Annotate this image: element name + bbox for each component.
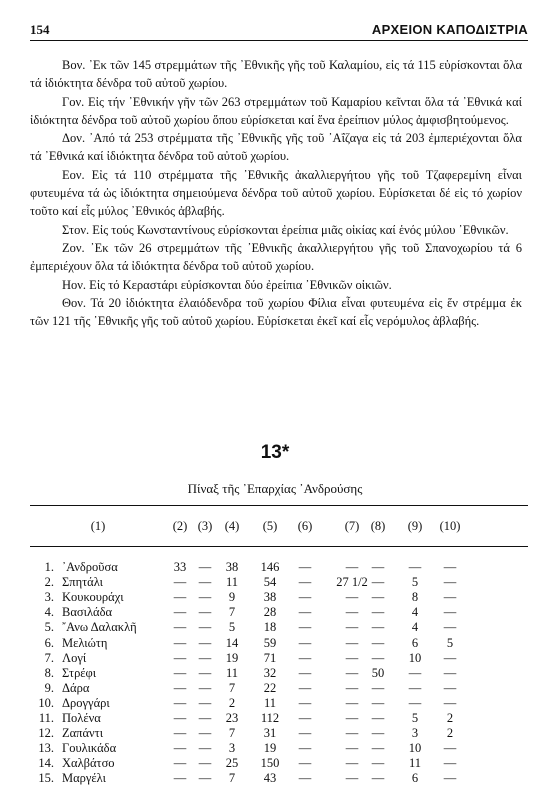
table-cell: — (408, 665, 422, 680)
table-cell: — (443, 695, 457, 710)
table-cell: — (198, 680, 212, 695)
table-cell: — (198, 695, 212, 710)
table-cell: 19 (263, 741, 277, 756)
table-cell: — (173, 635, 187, 650)
table-cell: — (345, 605, 359, 620)
table-cell: — (443, 741, 457, 756)
table-cell: 7 (228, 605, 236, 620)
table-cell: 32 (263, 665, 277, 680)
paragraph: Γον. Εἰς τήν ᾿Εθνικήν γῆν τῶν 263 στρεμμάτων τοῦ Καμαρίου κεῖνται ὅλα τά ᾿Εθνικά καί ἰδιόκτητα δένδρα τοῦ αὐτοῦ χωρίου ὅπου εὑρίσκεται καί ἕνα ἐρείπιον μύλος ἀμφισβητούμενος. (30, 94, 522, 127)
body-text (30, 56, 522, 330)
table-cell: — (345, 756, 359, 771)
table-cell: — (443, 620, 457, 635)
table-cell: 2 (446, 726, 454, 741)
village-name: Μαργέλι (62, 771, 106, 786)
table-cell: — (198, 575, 212, 590)
table-header-rule (30, 546, 528, 547)
table-cell: — (198, 771, 212, 786)
table-cell: — (345, 680, 359, 695)
table-cell: — (371, 711, 385, 725)
table-cell: 10 (408, 741, 422, 756)
section-title: Πίναξ τῆς ᾿Επαρχίας ᾿Ανδρούσης (187, 481, 363, 496)
table-cell: 33 (173, 560, 187, 574)
table-cell: — (371, 620, 385, 635)
table-cell: — (198, 726, 212, 741)
village-name: Κουκουράχι (62, 590, 124, 605)
row-number: 13. (38, 741, 54, 756)
paragraph: Βον. ᾿Εκ τῶν 145 στρεμμάτων τῆς ᾿Εθνικῆς γῆς τοῦ Καλαμίου, εἰς τά 115 εὑρίσκονται ὅλα τά ἰδιόκτητα δένδρα τοῦ αὐτοῦ χωρίου. (30, 58, 522, 91)
table-cell: — (408, 680, 422, 695)
table-cell: — (371, 680, 385, 695)
table-cell: 71 (263, 650, 277, 665)
table-cell: — (443, 650, 457, 665)
column-header: (10) (439, 519, 461, 533)
table-cell: 9 (228, 590, 236, 605)
table-cell: 28 (263, 605, 277, 620)
table-cell: — (298, 756, 312, 771)
paragraph: Εον. Εἰς τά 110 στρέμματα τῆς ᾿Εθνικῆς ἀκαλλιεργήτου γῆς τοῦ Τζαφερεμίνη εἶναι φυτευμένα τά ὡς ἰδιόκτητα σημειούμενα δένδρα τοῦ αὐτοῦ χωρίου. Εὑρίσκεται δέ εἰς τό χωρίον τοῦτο καί εἷς μύλος ᾿Εθνικός ἀβλαβής. (30, 167, 522, 219)
table-cell: 2 (228, 695, 236, 710)
village-name: Χαλβάτσο (62, 756, 115, 771)
table-cell: — (298, 695, 312, 710)
table-cell: 150 (260, 756, 280, 771)
table-cell: — (298, 635, 312, 650)
table-cell: — (298, 560, 312, 574)
table-cell: — (198, 560, 212, 574)
table-cell: — (345, 771, 359, 786)
table-cell: 146 (260, 560, 280, 574)
row-number: 9. (44, 680, 54, 695)
table-cell: — (371, 771, 385, 786)
row-number: 1. (44, 560, 54, 574)
table-cell: 31 (263, 726, 277, 741)
table-cell: — (345, 560, 359, 574)
table-cell: — (371, 741, 385, 756)
table-cell: — (198, 711, 212, 725)
table-cell: — (198, 650, 212, 665)
paragraph: Ηον. Εἰς τό Κεραστάρι εὑρίσκονται δύο ἐρείπια ᾿Εθνικῶν οἰκιῶν. (62, 277, 392, 292)
village-name: Σπητάλι (62, 575, 103, 590)
table-cell: 25 (225, 756, 239, 771)
table-cell: — (173, 665, 187, 680)
village-name: ῎Ανω Δαλακλῆ (62, 620, 137, 635)
table-cell: — (173, 575, 187, 590)
table-cell: 5 (228, 620, 236, 635)
table-cell: — (173, 756, 187, 771)
table-cell: — (198, 741, 212, 756)
table-cell: 3 (411, 726, 419, 741)
village-name: Δρογγάρι (62, 695, 110, 710)
column-header: (1) (90, 519, 106, 533)
table-cell: — (371, 635, 385, 650)
table-cell: — (173, 771, 187, 786)
table-cell: — (173, 620, 187, 635)
table-cell: — (298, 741, 312, 756)
table-cell: — (371, 650, 385, 665)
table-cell: — (408, 560, 422, 574)
table-cell: 50 (371, 665, 385, 680)
table-cell: — (298, 711, 312, 725)
village-name: Μελιώτη (62, 635, 108, 650)
table-cell: 38 (263, 590, 277, 605)
table-cell: — (298, 620, 312, 635)
table-cell: 54 (263, 575, 277, 590)
table-cell: — (173, 741, 187, 756)
village-name: ᾿Ανδροῦσα (62, 560, 118, 574)
table-cell: 10 (408, 650, 422, 665)
row-number: 2. (44, 575, 54, 590)
row-number: 12. (38, 726, 54, 741)
table-cell: — (173, 590, 187, 605)
table-cell: 14 (225, 635, 239, 650)
page-number: 154 (30, 22, 50, 37)
village-name: Ζαπάντι (62, 726, 104, 741)
row-number: 7. (44, 650, 54, 665)
table-cell: — (198, 590, 212, 605)
table-cell: 7 (228, 680, 236, 695)
table-cell: — (298, 726, 312, 741)
row-number: 8. (44, 665, 54, 680)
row-number: 3. (44, 590, 54, 605)
table-cell: 3 (228, 741, 236, 756)
table-cell: — (371, 590, 385, 605)
column-header: (8) (370, 519, 386, 533)
running-head: ΑΡΧΕΙΟΝ ΚΑΠΟΔΙΣΤΡΙΑ (371, 22, 528, 37)
table-cell: — (443, 575, 457, 590)
table-cell: — (443, 560, 457, 574)
table-cell: — (443, 771, 457, 786)
table-cell: — (443, 680, 457, 695)
village-name: Λογί (62, 650, 87, 665)
table-cell: — (371, 695, 385, 710)
table-cell: 7 (228, 771, 236, 786)
table-cell: — (345, 650, 359, 665)
column-header: (3) (197, 519, 213, 533)
table-cell: — (443, 756, 457, 771)
village-name: Στρέφι (62, 665, 97, 680)
table-cell: 5 (411, 575, 419, 590)
table-cell: — (443, 605, 457, 620)
table-cell: — (298, 605, 312, 620)
table-cell: — (173, 695, 187, 710)
table-cell: — (173, 680, 187, 695)
row-number: 6. (44, 635, 54, 650)
table-cell: 2 (446, 711, 454, 725)
table-cell: 22 (263, 680, 277, 695)
paragraph: Δον. ᾿Από τά 253 στρέμματα τῆς ᾿Εθνικῆς γῆς τοῦ ᾿Αΐζαγα εἰς τά 203 ἐμπεριέχονται ὅλα τά ᾿Εθνικά καί ἰδιόκτητα δένδρα τοῦ αὐτοῦ χωρίου. (30, 131, 522, 164)
table-cell: 11 (225, 665, 239, 680)
row-number: 5. (44, 620, 54, 635)
section-number: 13* (260, 442, 290, 463)
table-cell: — (198, 665, 212, 680)
table-cell: — (298, 575, 312, 590)
table-cell: — (198, 605, 212, 620)
table-cell: — (371, 605, 385, 620)
table-cell: 59 (263, 635, 277, 650)
column-header: (9) (407, 519, 423, 533)
table-cell: 6 (411, 635, 419, 650)
table-cell: 11 (408, 756, 422, 771)
table-cell: — (198, 620, 212, 635)
table-cell: — (408, 695, 422, 710)
table-cell: 4 (411, 620, 419, 635)
column-header: (4) (224, 519, 240, 533)
table-cell: — (298, 665, 312, 680)
table-cell: 27 1/2 (336, 575, 368, 590)
table-top-rule (30, 505, 528, 506)
table-cell: — (345, 711, 359, 725)
table-cell: — (371, 560, 385, 574)
table-cell: — (371, 575, 385, 590)
village-name: Δάρα (62, 680, 90, 695)
table-cell: — (345, 695, 359, 710)
paragraph: Ζον. ᾿Εκ τῶν 26 στρεμμάτων τῆς ᾿Εθνικῆς ἀκαλλιεργήτου γῆς τοῦ Σπανοχωρίου τά 6 ἐμπεριέχουν ὅλα τά ἰδιόκτητα δένδρα τοῦ αὐτοῦ χωρίου. (30, 240, 522, 274)
row-number: 15. (38, 771, 54, 786)
table-cell: — (345, 635, 359, 650)
table-cell: — (298, 590, 312, 605)
table-cell: 112 (260, 711, 280, 725)
table-cell: — (345, 741, 359, 756)
table-cell: — (345, 665, 359, 680)
table-cell: 6 (411, 771, 419, 786)
village-name: Βασιλάδα (62, 605, 113, 620)
table-cell: — (173, 711, 187, 725)
table-cell: — (298, 680, 312, 695)
table-cell: — (298, 650, 312, 665)
column-header: (5) (262, 519, 278, 533)
village-name: Γουλικάδα (62, 741, 117, 756)
table-cell: 23 (225, 711, 239, 725)
table-cell: — (345, 620, 359, 635)
table-cell: — (443, 665, 457, 680)
table-cell: 43 (263, 771, 277, 786)
table-cell: 5 (411, 711, 419, 725)
table-cell: — (443, 590, 457, 605)
row-number: 4. (44, 605, 54, 620)
row-number: 10. (38, 695, 54, 710)
table-cell: 4 (411, 605, 419, 620)
paragraph: Θον. Τά 20 ἰδιόκτητα ἐλαιόδενδρα τοῦ χωρίου Φίλια εἶναι φυτευμένα εἰς ἕν στρέμμα ἐκ τῶν 121 τῆς ᾿Εθνικῆς γῆς τοῦ αὐτοῦ χωρίου. Εὑρίσκεται ἐκεῖ καί εἷς νερόμυλος ἀβλαβής. (30, 295, 522, 329)
table-cell: — (371, 756, 385, 771)
row-number: 14. (38, 756, 54, 771)
table-cell: — (198, 635, 212, 650)
table-cell: 38 (225, 560, 239, 574)
table-cell: 8 (411, 590, 419, 605)
column-header: (2) (172, 519, 188, 533)
table-cell: — (345, 590, 359, 605)
table-cell: 11 (225, 575, 239, 590)
table-cell: 19 (225, 650, 239, 665)
table-cell: — (298, 771, 312, 786)
paragraph: Στον. Εἰς τούς Κωνσταντίνους εὑρίσκονται ἐρείπια μιᾶς οἰκίας καί ἑνός μύλου ᾿Εθνικῶν. (62, 222, 509, 237)
table-cell: — (371, 726, 385, 741)
table-cell: — (198, 756, 212, 771)
page-header (30, 22, 528, 42)
table-cell: 18 (263, 620, 277, 635)
header-rule (30, 40, 528, 41)
column-header: (7) (344, 519, 360, 533)
table-cell: 11 (263, 695, 277, 710)
table-cell: — (173, 726, 187, 741)
village-name: Πολένα (62, 711, 101, 725)
table-cell: 5 (446, 635, 454, 650)
row-number: 11. (38, 711, 54, 725)
table-cell: 7 (228, 726, 236, 741)
column-header: (6) (297, 519, 313, 533)
table-cell: — (345, 726, 359, 741)
table-cell: — (173, 605, 187, 620)
table-cell: — (173, 650, 187, 665)
